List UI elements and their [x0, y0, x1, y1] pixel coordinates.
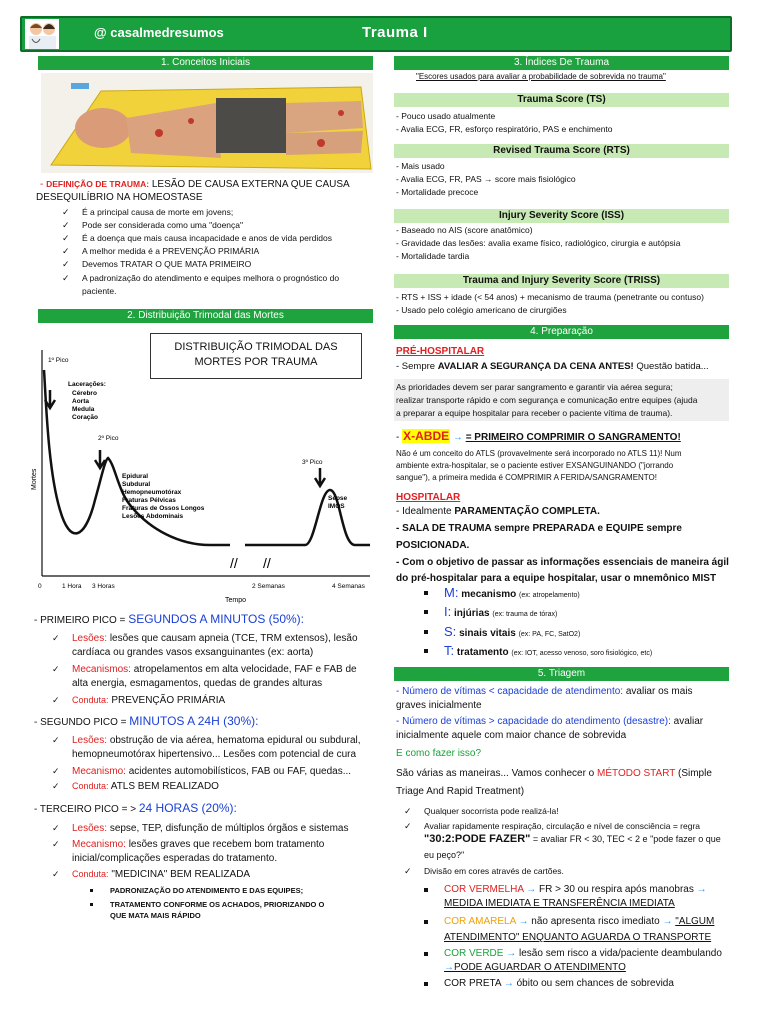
mecanismo-label: Mecanismo:: [72, 839, 126, 850]
annotation-2: Hemopneumotórax: [122, 489, 182, 496]
mecanismo-text: lesões graves que recebem bom tratamento: [128, 839, 325, 850]
triage-rule-2-label: - Número de vítimas > capacidade do atendimento (desastre):: [396, 716, 671, 727]
ts-item: - Avalia ECG, FR, esforço respiratório, PAS e enchimento: [396, 124, 613, 134]
y-axis-label: Mortes: [31, 468, 38, 490]
concept-item: ✓ É a doença que mais causa incapacidade e anos de vida perdidos: [82, 233, 332, 244]
triage-rule-1-text: avaliar os mais: [625, 686, 693, 697]
color-yellow-text: não apresenta risco imediato: [531, 916, 660, 927]
priorities-line: realizar transporte rápido e com segurança e comunicação entre equipes (ajuda: [396, 395, 698, 405]
x-tick: 3 Horas: [92, 583, 115, 590]
paramentacao-lead: - Idealmente: [396, 506, 452, 517]
concept-item: ✓ Devemos TRATAR O QUE MATA PRIMEIRO: [82, 259, 251, 270]
pico-2-title: MINUTOS A 24H (30%):: [129, 714, 259, 728]
lesoes-text-2: cardíaca ou grandes vasos exsanguinantes (ex: aorta): [72, 647, 314, 658]
conduta-text: ATLS BEM REALIZADO: [110, 781, 219, 792]
trimodal-box-line1: DISTRIBUIÇÃO TRIMODAL DAS: [174, 341, 338, 353]
scene-safety-lead: - Sempre: [396, 361, 436, 372]
hospitalar-label: HOSPITALAR: [396, 492, 461, 503]
annotation-3: IMOS: [328, 503, 345, 510]
axis-break-1: //: [230, 555, 238, 571]
priorities-line: a preparar a equipe hospitalar para receber o paciente vítima de trauma).: [396, 408, 673, 418]
xabde-note: sangue"), a primeira medida é COMPRIMIR A FERIDA/SANGRAMENTO!: [396, 473, 657, 482]
section-5-header: 5. Triagem: [394, 667, 729, 681]
xabde-note: ambiente extra-hospitalar, se o paciente estiver EXSANGUINANDO ("jorrando: [396, 461, 674, 470]
color-black-text: óbito ou sem chances de sobrevida: [516, 978, 674, 989]
x-axis-label: Tempo: [225, 597, 247, 604]
conduta-bullet: PADRONIZAÇÃO DO ATENDIMENTO E DAS EQUIPES;: [110, 886, 304, 895]
concept-item-cont: paciente.: [82, 286, 117, 296]
mist-term: tratamento: [456, 647, 509, 658]
lesoes-text: sepse, TEP, disfunção de múltiplos órgãos e sistemas: [109, 823, 349, 834]
annotation-1: Medula: [72, 406, 95, 413]
conduta-text: "MEDICINA" BEM REALIZADA: [111, 869, 251, 880]
concept-item: ✓ É a principal causa de morte em jovens;: [82, 207, 233, 218]
start-item: ✓ Qualquer socorrista pode realizá-la!: [424, 806, 559, 817]
triage-rule-1-label: - Número de vítimas < capacidade de atendimento:: [396, 686, 624, 697]
ts-header: Trauma Score (TS): [394, 93, 729, 107]
concept-item: ✓ Pode ser considerada como uma "doença": [82, 220, 243, 231]
start-method-label: MÉTODO START: [597, 768, 676, 779]
mecanismo-text-2: inicial/complicações esperadas do tratamento.: [72, 853, 278, 864]
rts-header: Revised Trauma Score (RTS): [394, 144, 729, 158]
annotation-2: Fraturas Pélvicas: [122, 497, 176, 504]
mist-term: mecanismo: [461, 589, 517, 600]
iss-item: - Gravidade das lesões: avalia exame físico, radiológico, cirurgia e autópsia: [396, 238, 681, 248]
definition-label: DEFINIÇÃO DE TRAUMA:: [46, 179, 150, 189]
color-red-action: MEDIDA IMEDIATA E TRANSFERÊNCIA IMEDIATA: [444, 898, 675, 909]
triss-item: - RTS + ISS + idade (< 54 anos) + mecanismo de trauma (penetrante ou contuso): [396, 292, 704, 302]
lesoes-label: Lesões:: [72, 823, 108, 834]
triage-rule-2-text-2: inicialmente aquele com maior chance de sobrevida: [396, 730, 627, 741]
annotation-2: Subdural: [122, 481, 151, 488]
color-yellow-label: COR AMARELA: [444, 916, 516, 927]
xabde-note: Não é um conceito do ATLS (provavelmente será incorporado no ATLS 11)! Num: [396, 449, 682, 458]
xabde-text: = PRIMEIRO COMPRIMIR O SANGRAMENTO!: [465, 432, 681, 443]
sala-trauma-line: - SALA DE TRAUMA sempre PREPARADA e EQUIPE sempre: [396, 523, 682, 534]
pico-1-lead: - PRIMEIRO PICO =: [34, 615, 126, 626]
start-acronym-2: Triage And Rapid Treatment): [396, 786, 525, 797]
color-black-label: COR PRETA: [444, 978, 502, 989]
color-red-text: FR > 30 ou respira após manobras: [539, 884, 694, 895]
rule-30-2: "30:2:PODE FAZER": [424, 833, 531, 845]
start-item: ✓ Avaliar rapidamente respiração, circulação e nível de consciência = regra: [424, 821, 700, 832]
color-green-label: COR VERDE: [444, 948, 504, 959]
paramentacao-text: PARAMENTAÇÃO COMPLETA.: [454, 506, 600, 517]
sala-trauma-line: POSICIONADA.: [396, 540, 470, 551]
color-red-label: COR VERMELHA: [444, 884, 524, 895]
iss-item: - Baseado no AIS (score anatômico): [396, 225, 533, 235]
x-tick: 1 Hora: [62, 583, 82, 590]
mist-intro-line: - Com o objetivo de passar as informações essenciais de maneira ágil: [396, 557, 729, 568]
annotation-2: Epidural: [122, 473, 149, 480]
color-yellow-action-2: ATENDIMENTO" ENQUANTO AGUARDA O TRANSPORTE: [444, 932, 712, 943]
mist-example: (ex: PA, FC, SatO2): [518, 631, 581, 638]
start-acronym-1: (Simple: [677, 768, 712, 779]
start-item: ✓ Divisão em cores através de cartões.: [424, 866, 564, 877]
annotation-1: Coração: [72, 414, 99, 421]
start-intro: São várias as maneiras... Vamos conhecer o: [396, 768, 595, 779]
section-3-header: 3. Índices De Trauma: [394, 56, 729, 70]
definition-text-2: DESEQUILÍBRIO NA HOMEOSTASE: [36, 192, 203, 203]
definition-text-1: LESÃO DE CAUSA EXTERNA QUE CAUSA: [151, 179, 350, 190]
mist-term: injúrias: [454, 608, 490, 619]
conduta-bullet: TRATAMENTO CONFORME OS ACHADOS, PRIORIZANDO O: [110, 900, 325, 909]
iss-item: - Mortalidade tardia: [396, 251, 470, 261]
doctors-avatar-icon: [25, 19, 59, 49]
lesoes-label: Lesões:: [72, 735, 108, 746]
mecanismo-label: Mecanismo:: [72, 766, 126, 777]
triage-rule-1-text-2: graves inicialmente: [396, 700, 482, 711]
peak-2-label: 2º Pico: [98, 435, 119, 442]
pico-3-title: 24 HORAS (20%):: [138, 801, 237, 815]
rts-item: - Mortalidade precoce: [396, 187, 479, 197]
mist-term: sinais vitais: [459, 628, 516, 639]
annotation-2: Fraturas de Ossos Longos: [122, 505, 205, 512]
mist-letter: M:: [444, 585, 459, 600]
priorities-line: As prioridades devem ser parar sangramento e garantir via aérea segura;: [396, 382, 673, 392]
rule-30-2-text: = avaliar FR < 30, TEC < 2 e "pode fazer o que: [532, 834, 721, 844]
annotation-1: Lacerações:: [68, 381, 106, 388]
color-yellow-action: "ALGUM: [675, 916, 715, 927]
concept-item: ✓ A melhor medida é a PREVENÇÃO PRIMÁRIA: [82, 246, 259, 257]
mecanismos-text-2: alta energia, esmagamentos, quedas de grandes alturas: [72, 678, 323, 689]
annotation-2: Lesões Abdominais: [122, 513, 184, 520]
mist-example: (ex: IOT, acesso venoso, soro fisiológico, etc): [511, 650, 653, 657]
mist-example: (ex: atropelamento): [519, 592, 580, 599]
section-1-header: 1. Conceitos Iniciais: [38, 56, 373, 70]
pre-hospitalar-label: PRÉ-HOSPITALAR: [396, 346, 485, 357]
annotation-1: Aorta: [72, 398, 89, 405]
peak-3-label: 3º Pico: [302, 459, 323, 466]
header-bar: [20, 16, 732, 52]
section-4-header: 4. Preparação: [394, 325, 729, 339]
mist-letter: S:: [444, 624, 457, 639]
arrow-peak-3: [315, 468, 325, 486]
conduta-label: Conduta:: [72, 781, 109, 791]
trauma-patient-image: [41, 73, 373, 173]
conduta-bullet-cont: QUE MATA MAIS RÁPIDO: [110, 911, 201, 920]
scene-safety-text: AVALIAR A SEGURANÇA DA CENA ANTES!: [437, 361, 634, 372]
peak-1-label: 1º Pico: [48, 357, 69, 364]
x-tick: 2 Semanas: [252, 583, 285, 590]
triss-header: Trauma and Injury Severity Score (TRISS): [394, 274, 729, 288]
scene-safety-note: Questão batida...: [636, 361, 709, 372]
xabde-label: X-ABDE: [403, 429, 450, 443]
trimodal-chart: [30, 340, 375, 605]
annotation-3: Sepse: [328, 495, 348, 502]
axis-break-2: //: [263, 555, 271, 571]
trimodal-box-line2: MORTES POR TRAUMA: [194, 356, 318, 368]
lesoes-text: lesões que causam apneia (TCE, TRM extensos), lesão: [109, 633, 358, 644]
x-tick: 0: [38, 583, 42, 590]
conduta-label: Conduta:: [72, 869, 109, 879]
mecanismos-text: atropelamentos em alta velocidade, FAF e FAB de: [133, 664, 357, 675]
mist-example: (ex: trauma de tórax): [492, 611, 558, 618]
pico-1-title: SEGUNDOS A MINUTOS (50%):: [128, 612, 305, 626]
triss-item: - Usado pelo colégio americano de cirurgiões: [396, 305, 567, 315]
ts-item: - Pouco usado atualmente: [396, 111, 496, 121]
social-handle: @ casalmedresumos: [94, 25, 224, 40]
page-title: Trauma I: [362, 24, 428, 41]
rule-30-2-text-2: eu peço?": [424, 850, 465, 860]
iss-header: Injury Severity Score (ISS): [394, 209, 729, 223]
mecanismo-text: acidentes automobilísticos, FAB ou FAF, quedas...: [128, 766, 352, 777]
how-question: E como fazer isso?: [396, 748, 482, 759]
x-tick: 4 Semanas: [332, 583, 365, 590]
lesoes-text-2: hemopneumotórax hipertensivo... Lesões com potencial de cura: [72, 749, 357, 760]
mist-letter: T:: [444, 643, 455, 658]
rts-item: - Avalia ECG, FR, PAS → score mais fisiológico: [396, 174, 576, 184]
conduta-text: PREVENÇÃO PRIMÁRIA: [111, 695, 226, 706]
mecanismos-label: Mecanismos:: [72, 664, 131, 675]
lesoes-label: Lesões:: [72, 633, 108, 644]
triage-rule-2-text: avaliar: [673, 716, 704, 727]
conduta-label: Conduta:: [72, 695, 109, 705]
concept-item: ✓ A padronização do atendimento e equipes melhora o prognóstico do: [82, 273, 339, 284]
color-green-action: PODE AGUARDAR O ATENDIMENTO: [454, 962, 626, 973]
pico-2-lead: - SEGUNDO PICO =: [34, 717, 127, 728]
lesoes-text: obstrução de via aérea, hematoma epidural ou subdural,: [109, 735, 361, 746]
section-2-header: 2. Distribuição Trimodal das Mortes: [38, 309, 373, 323]
annotation-1: Cérebro: [72, 390, 97, 397]
indices-quote: "Escores usados para avaliar a probabilidade de sobrevida no trauma": [416, 72, 666, 81]
mist-intro-line: do pré-hospitalar para a equipe hospitalar, usar o mnemônico MIST: [396, 573, 717, 584]
color-green-text: lesão sem risco a vida/paciente deambulando: [519, 948, 722, 959]
pico-3-lead: - TERCEIRO PICO = >: [34, 804, 137, 815]
rts-item: - Mais usado: [396, 161, 445, 171]
mist-letter: I:: [444, 604, 452, 619]
